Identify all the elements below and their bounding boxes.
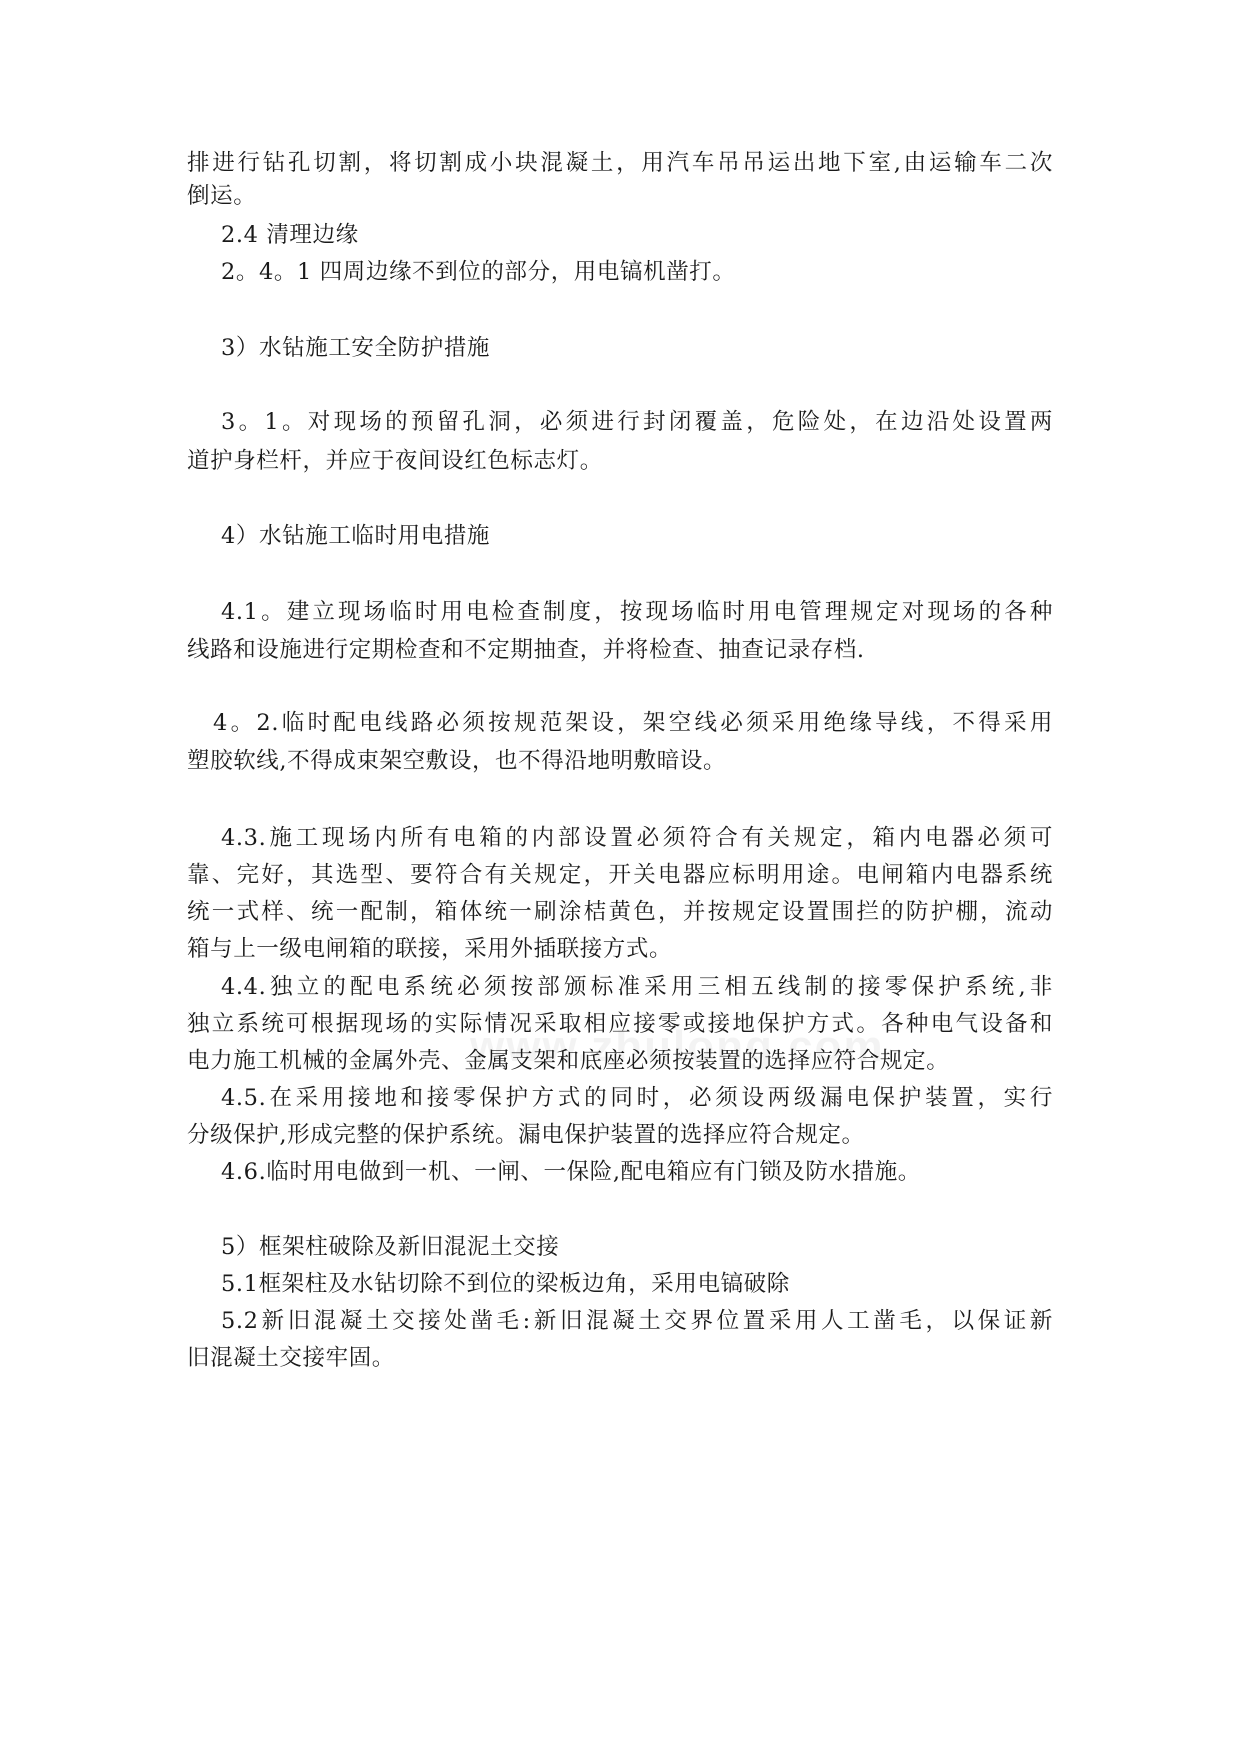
body-text-line: 独立系统可根据现场的实际情况采取相应接零或接地保护方式。各种电气设备和 [187, 1011, 1053, 1037]
body-text-line: 4.6.临时用电做到一机、一闸、一保险,配电箱应有门锁及防水措施。 [221, 1159, 921, 1185]
body-text-line: 排进行钻孔切割，将切割成小块混凝土，用汽车吊吊运出地下室,由运输车二次 [187, 150, 1053, 176]
body-text-line: 统一式样、统一配制，箱体统一刷涂桔黄色，并按规定设置围拦的防护棚，流动 [187, 899, 1053, 925]
body-text-line: 道护身栏杆，并应于夜间设红色标志灯。 [187, 448, 603, 474]
body-text-line: 靠、完好，其选型、要符合有关规定，开关电器应标明用途。电闸箱内电器系统 [187, 862, 1053, 888]
body-text-line: 倒运。 [187, 183, 257, 209]
body-text-line: 电力施工机械的金属外壳、金属支架和底座必须按装置的选择应符合规定。 [187, 1048, 950, 1074]
section-heading: 5）框架柱破除及新旧混泥土交接 [221, 1234, 560, 1260]
section-heading: 4）水钻施工临时用电措施 [221, 523, 491, 549]
section-heading: 2.4 清理边缘 [221, 222, 359, 248]
body-text-line: 4.5.在采用接地和接零保护方式的同时，必须设两级漏电保护装置，实行 [221, 1085, 1053, 1111]
body-text-line: 4。2.临时配电线路必须按规范架设，架空线必须采用绝缘导线，不得采用 [213, 710, 1053, 736]
section-heading: 3）水钻施工安全防护措施 [221, 335, 491, 361]
body-text-line: 箱与上一级电闸箱的联接，采用外插联接方式。 [187, 936, 673, 962]
watermark [470, 1022, 885, 1072]
body-text-line: 旧混凝土交接牢固。 [187, 1345, 395, 1371]
body-text-line: 5.2新旧混凝土交接处凿毛:新旧混凝土交界位置采用人工凿毛，以保证新 [221, 1308, 1053, 1334]
body-text-line: 线路和设施进行定期检查和不定期抽查，并将检查、抽查记录存档. [187, 637, 865, 663]
body-text-line: 3。1。对现场的预留孔洞，必须进行封闭覆盖，危险处，在边沿处设置两 [221, 409, 1053, 435]
body-text-line: 塑胶软线,不得成束架空敷设，也不得沿地明敷暗设。 [187, 748, 727, 774]
body-text-line: 4.4.独立的配电系统必须按部颁标准采用三相五线制的接零保护系统,非 [221, 974, 1053, 1000]
body-text-line: 5.1框架柱及水钻切除不到位的梁板边角，采用电镐破除 [221, 1271, 790, 1297]
body-text-line: 4.1。建立现场临时用电检查制度，按现场临时用电管理规定对现场的各种 [221, 599, 1053, 625]
body-text-line: 4.3.施工现场内所有电箱的内部设置必须符合有关规定，箱内电器必须可 [221, 825, 1053, 851]
body-text-line: 分级保护,形成完整的保护系统。漏电保护装置的选择应符合规定。 [187, 1122, 865, 1148]
body-text-line: 2。4。1 四周边缘不到位的部分，用电镐机凿打。 [221, 259, 736, 285]
